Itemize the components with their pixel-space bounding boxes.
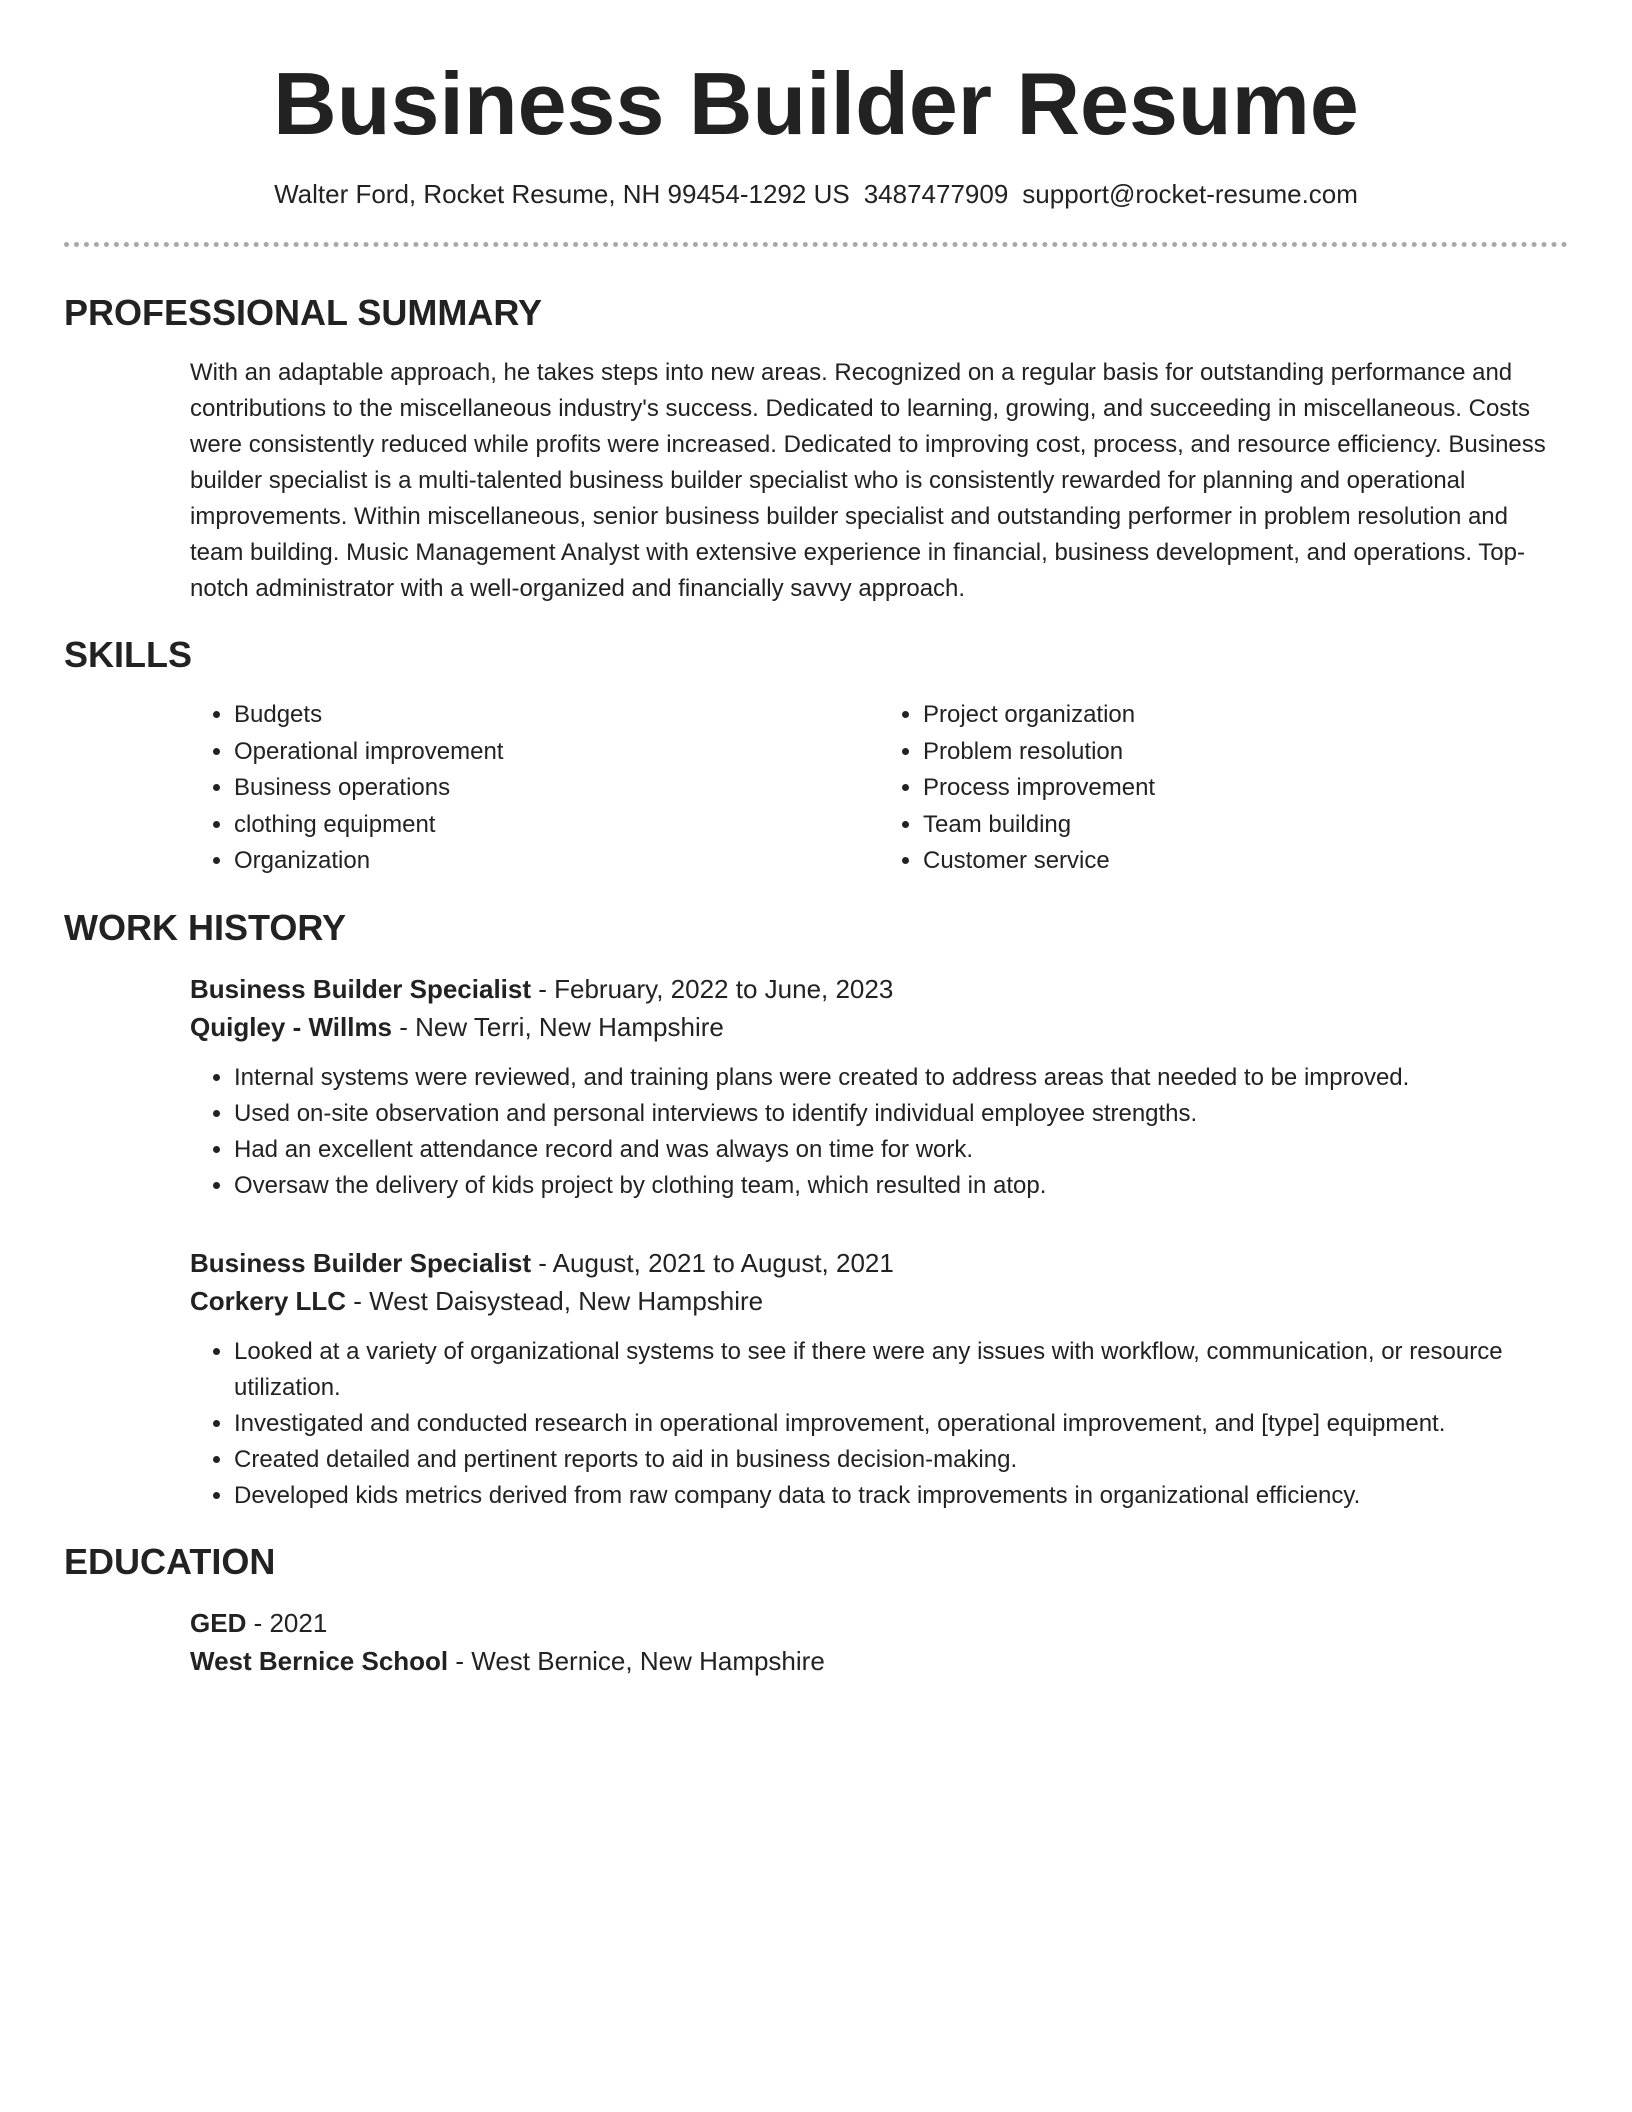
job-bullet: • Looked at a variety of organizational systems to see if there were any issues with workflow, communication, or resource utilization.: [234, 1334, 1568, 1406]
job-title-line: [190, 1244, 1568, 1282]
job-company: Corkery LLC: [190, 1285, 347, 1316]
summary-heading: PROFESSIONAL SUMMARY: [64, 292, 543, 333]
skills-grid: [190, 697, 1568, 880]
contact-email: support@rocket-resume.com: [1022, 179, 1358, 209]
work-heading: WORK HISTORY: [64, 906, 347, 948]
contact-address: Walter Ford, Rocket Resume, NH 99454-1292 US: [274, 179, 850, 209]
summary-body: [190, 355, 1568, 607]
skill-item: • Budgets: [234, 697, 879, 734]
education-school-line: [190, 1642, 1568, 1680]
job-bullet: • Created detailed and pertinent reports to aid in business decision-making.: [234, 1442, 1568, 1478]
skills-section: [64, 633, 1568, 880]
education-degree: GED: [190, 1607, 247, 1638]
skill-item: • Business operations: [234, 770, 879, 807]
skill-item: • Customer service: [923, 843, 1568, 880]
skill-item: • Project organization: [923, 697, 1568, 734]
skill-item: • Problem resolution: [923, 734, 1568, 771]
job-title: Business Builder Specialist: [190, 973, 532, 1004]
job-company-line: [190, 1008, 1568, 1046]
job-dates: - February, 2022 to June, 2023: [531, 973, 894, 1004]
education-section: [64, 1540, 1568, 1680]
job-entry: [190, 1244, 1568, 1514]
resume-title: Business Builder Resume: [273, 54, 1359, 153]
summary-section: [64, 291, 1568, 607]
header-divider: [64, 242, 1568, 247]
skill-item: • Organization: [234, 843, 879, 880]
job-title: Business Builder Specialist: [190, 1247, 532, 1278]
education-degree-line: [190, 1604, 1568, 1642]
education-heading: EDUCATION: [64, 1540, 276, 1582]
education-year: - 2021: [246, 1607, 328, 1638]
work-body: [190, 970, 1568, 1514]
job-dates: - August, 2021 to August, 2021: [531, 1247, 894, 1278]
job-bullets: [190, 1334, 1568, 1514]
job-bullet: • Investigated and conducted research in operational improvement, operational improvement, and [type] equipment.: [234, 1406, 1568, 1442]
job-bullets: [190, 1060, 1568, 1204]
skills-heading: SKILLS: [64, 634, 193, 675]
education-school: West Bernice School: [190, 1645, 449, 1676]
job-company-line: [190, 1282, 1568, 1320]
job-bullet: • Used on-site observation and personal interviews to identify individual employee strengths.: [234, 1096, 1568, 1132]
contact-phone: 3487477909: [863, 179, 1009, 209]
skill-item: • Process improvement: [923, 770, 1568, 807]
job-title-line: [190, 970, 1568, 1008]
skills-right-list: [879, 697, 1568, 880]
job-entry: [190, 970, 1568, 1204]
job-company: Quigley - Willms: [190, 1011, 393, 1042]
education-location: - West Bernice, New Hampshire: [448, 1645, 825, 1676]
education-body: [190, 1604, 1568, 1680]
skill-item: • Team building: [923, 807, 1568, 844]
work-section: [64, 906, 1568, 1514]
job-bullet: • Oversaw the delivery of kids project by clothing team, which resulted in atop.: [234, 1168, 1568, 1204]
job-bullet: • Developed kids metrics derived from raw company data to track improvements in organizational efficiency.: [234, 1478, 1568, 1514]
summary-text: With an adaptable approach, he takes steps into new areas. Recognized on a regular basis for outstanding performance and contributions to the miscellaneous industry's success. Dedicated to learning, growing, and succeeding in miscellaneous. Costs were consistently reduced while profits were increased. Dedicated to improving cost, process, and resource efficiency. Business builder specialist is a multi-talented business builder specialist who is consistently rewarded for planning and operational improvements. Within miscellaneous, senior business builder specialist and outstanding performer in problem resolution and team building. Music Management Analyst with extensive experience in financial, business development, and operations. Top-notch administrator with a well-organized and financially savvy approach.: [190, 359, 1546, 602]
skill-item: • Operational improvement: [234, 734, 879, 771]
job-location: - New Terri, New Hampshire: [392, 1011, 724, 1042]
skills-left-list: [190, 697, 879, 880]
job-location: - West Daisystead, New Hampshire: [346, 1285, 764, 1316]
contact-line: [64, 176, 1568, 212]
job-bullet: • Internal systems were reviewed, and training plans were created to address areas that needed to be improved.: [234, 1060, 1568, 1096]
job-bullet: • Had an excellent attendance record and was always on time for work.: [234, 1132, 1568, 1168]
skill-item: • clothing equipment: [234, 807, 879, 844]
